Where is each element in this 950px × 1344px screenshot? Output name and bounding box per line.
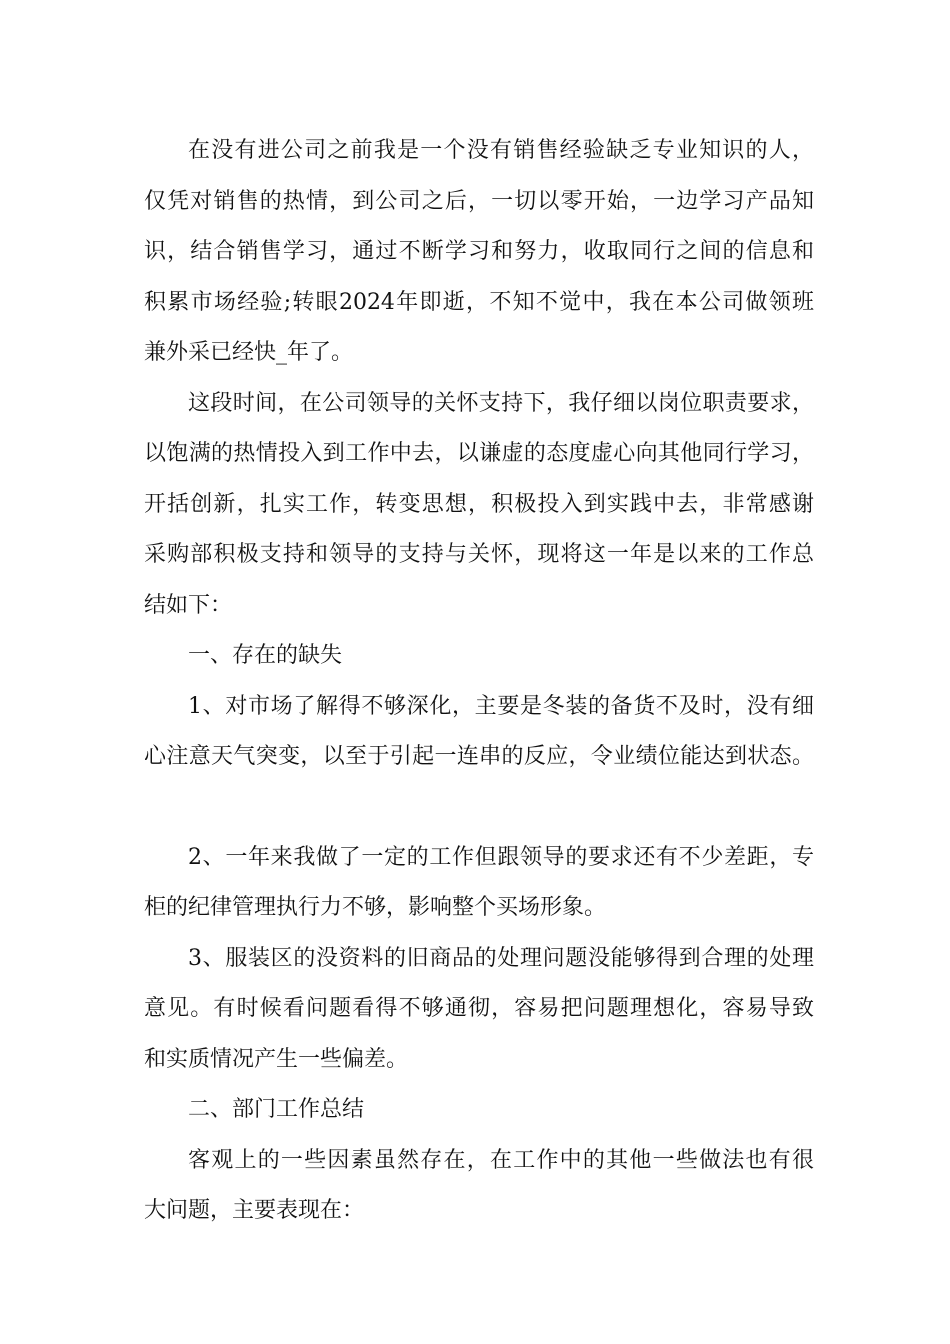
- list-item-1: [144, 682, 814, 783]
- section-heading-department-summary: [144, 1085, 814, 1136]
- text-line: 这段时间，在公司领导的关怀支持下，我仔细以岗位职责要求，: [188, 390, 814, 416]
- text-line: 3、服装区的没资料的旧商品的处理问题没能够得到合理的处理: [188, 945, 814, 971]
- section-heading-deficiencies: [144, 631, 814, 682]
- text-line: 识，结合销售学习，通过不断学习和努力，收取同行之间的信息和: [144, 239, 814, 264]
- text-line: 大问题，主要表现在：: [144, 1198, 365, 1223]
- text-line: 客观上的一些因素虽然存在，在工作中的其他一些做法也有很: [188, 1147, 814, 1173]
- text-line: 意见。有时候看问题看得不够通彻，容易把问题理想化，容易导致: [144, 996, 814, 1021]
- text-line: 采购部积极支持和领导的支持与关怀，现将这一年是以来的工作总: [144, 542, 814, 567]
- text-line: 结如下：: [144, 592, 233, 618]
- text-line: 柜的纪律管理执行力不够，影响整个买场形象。: [144, 895, 607, 920]
- paragraph-intro: [144, 126, 814, 379]
- text-line: 以饱满的热情投入到工作中去，以谦虚的态度虚心向其他同行学习，: [144, 441, 814, 466]
- paragraph-period: [144, 379, 814, 632]
- list-item-3: [144, 934, 814, 1086]
- text-line: 在没有进公司之前我是一个没有销售经验缺乏专业知识的人，: [188, 138, 814, 163]
- text-line: 2、一年来我做了一定的工作但跟领导的要求还有不少差距，专: [188, 844, 814, 870]
- text-line: 兼外采已经快_年了。: [144, 340, 354, 365]
- document-body: [144, 126, 814, 1237]
- text-line: 和实质情况产生一些偏差。: [144, 1046, 409, 1072]
- text-line: 开括创新，扎实工作，转变思想，积极投入到实践中去，非常感谢: [144, 491, 814, 517]
- text-line: 仅凭对销售的热情，到公司之后，一切以零开始，一边学习产品知: [144, 188, 814, 214]
- text-line: 1、对市场了解得不够深化，主要是冬装的备货不及时，没有细: [188, 693, 814, 719]
- text-line: 一、存在的缺失: [188, 643, 343, 668]
- paragraph-objective-factors: [144, 1136, 814, 1237]
- text-line: 积累市场经验;转眼2024年即逝，不知不觉中，我在本公司做领班: [144, 289, 814, 315]
- list-item-2: [144, 833, 814, 934]
- text-line: 心注意天气突变，以至于引起一连串的反应，令业绩位能达到状态。: [144, 744, 814, 769]
- text-line: 二、部门工作总结: [188, 1097, 365, 1122]
